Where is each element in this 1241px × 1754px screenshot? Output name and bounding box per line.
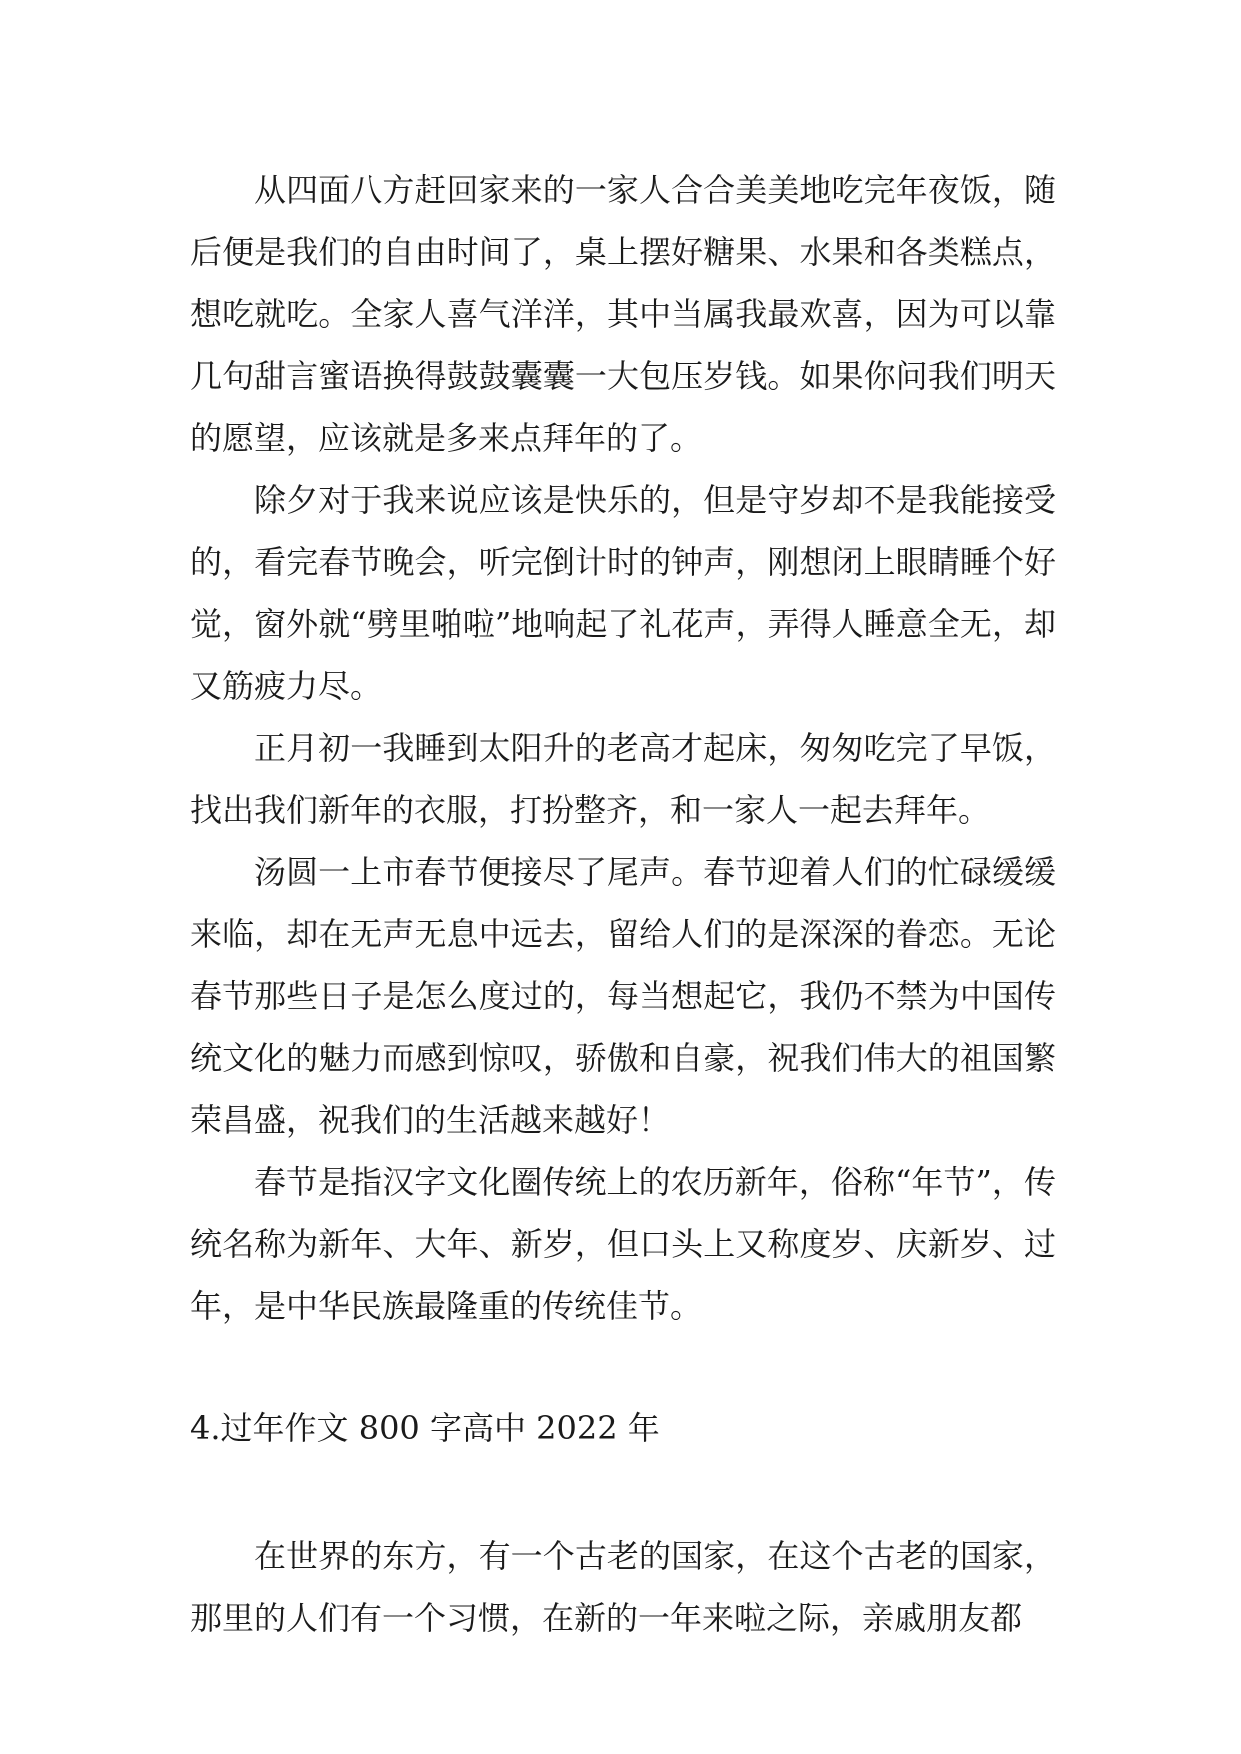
paragraph-spring-festival-definition: 春节是指汉字文化圈传统上的农历新年，俗称“年节”，传统名称为新年、大年、新岁，但口头上又称度岁、庆新岁、过年，是中华民族最隆重的传统佳节。 <box>190 1163 1056 1325</box>
paragraph-first-day: 正月初一我睡到太阳升的老高才起床，匆匆吃完了早饭，找出我们新年的衣服，打扮整齐，和一家人一起去拜年。 <box>190 729 1056 829</box>
section-title: 4.过年作文 800 字高中 2022 年 <box>190 1409 660 1447</box>
paragraph-ancient-country: 在世界的东方，有一个古老的国家，在这个古老的国家，那里的人们有一个习惯，在新的一年来啦之际，亲戚朋友都 <box>190 1537 1056 1637</box>
paragraph-staying-up: 除夕对于我来说应该是快乐的，但是守岁却不是我能接受的，看完春节晚会，听完倒计时的钟声，刚想闭上眼睛睡个好觉，窗外就“劈里啪啦”地响起了礼花声，弄得人睡意全无，却又筋疲力尽。 <box>190 481 1056 705</box>
spacer <box>190 1337 1056 1397</box>
document-body <box>190 159 1056 1649</box>
paragraph-new-year-eve-dinner: 从四面八方赶回家来的一家人合合美美地吃完年夜饭，随后便是我们的自由时间了，桌上摆好糖果、水果和各类糕点，想吃就吃。全家人喜气洋洋，其中当属我最欢喜，因为可以靠几句甜言蜜语换得鼓鼓囊囊一大包压岁钱。如果你问我们明天的愿望，应该就是多来点拜年的了。 <box>190 171 1056 457</box>
paragraph-lantern-end: 汤圆一上市春节便接尽了尾声。春节迎着人们的忙碌缓缓来临，却在无声无息中远去，留给人们的是深深的眷恋。无论春节那些日子是怎么度过的，每当想起它，我仍不禁为中国传统文化的魅力而感到惊叹，骄傲和自豪，祝我们伟大的祖国繁荣昌盛，祝我们的生活越来越好！ <box>190 853 1056 1139</box>
spacer <box>190 1459 1056 1525</box>
